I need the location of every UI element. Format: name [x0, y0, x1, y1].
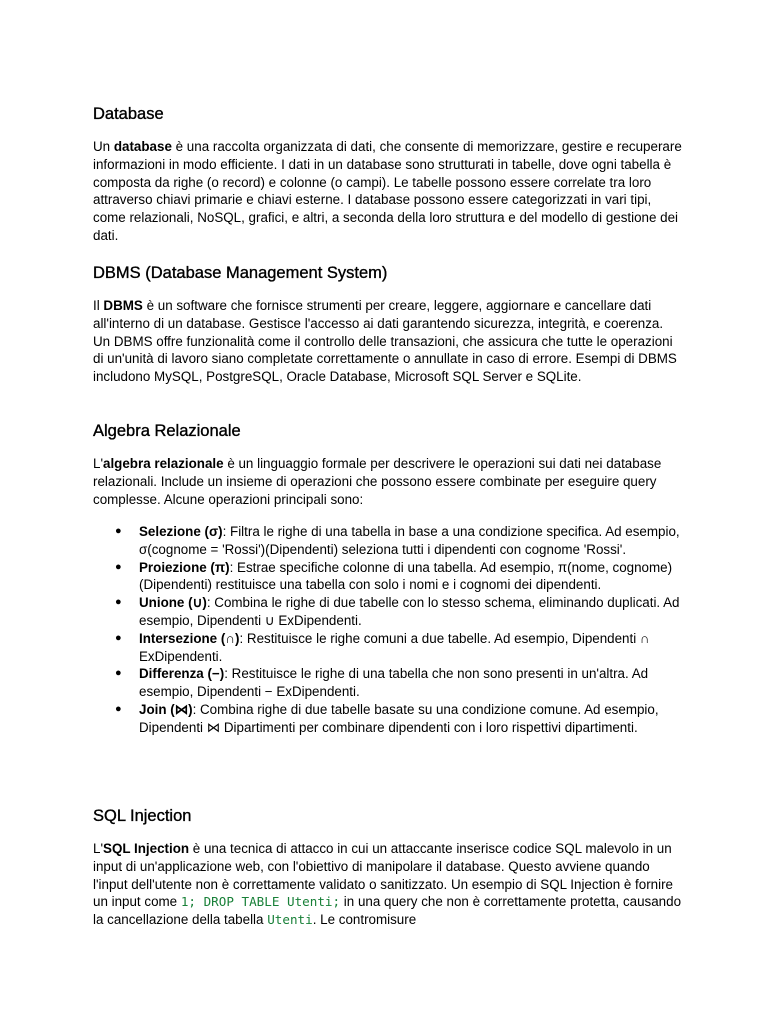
code-snippet: 1; DROP TABLE Utenti; — [180, 894, 341, 910]
paragraph-sql-injection: L'SQL Injection è una tecnica di attacco in cui un attaccante inserisce codice SQL malevolo in un input di un'applicazione web, con l'obiettivo di manipolare il database. Questo avviene quando l'input dell'utente non è correttamente validato o sanitizzato. Un esempio di SQL Injection è fornire un input come 1; DROP TABLE Utenti; in una query che non è correttamente protetta, causando la cancellazione della tabella Utenti. Le contromisure — [93, 841, 682, 928]
list-item: ● Unione (∪): Combina le righe di due tabelle con lo stesso schema, eliminando duplicati. Ad esempio, Dipendenti ∪ ExDipendenti. — [115, 595, 680, 628]
term-database: database — [113, 139, 172, 154]
operation-name: Intersezione (∩) — [139, 630, 240, 646]
bullet-icon: ● — [115, 667, 122, 680]
operation-name: Selezione (σ) — [139, 524, 223, 539]
bullet-icon: ● — [115, 525, 122, 537]
bullet-icon: ● — [115, 631, 122, 644]
bullet-icon: ● — [115, 702, 122, 715]
bullet-icon: ● — [115, 560, 122, 573]
list-item: ● Join (⋈): Combina righe di due tabelle basate su una condizione comune. Ad esempio, Dipendenti ⋈ Dipartimenti per combinare dipendenti con i loro rispettivi dipartimenti. — [115, 701, 659, 735]
heading-dbms: DBMS (Database Management System) — [93, 264, 388, 282]
operation-name: Join (⋈) — [139, 701, 193, 717]
list-item: ● Proiezione (π): Estrae specifiche colonne di una tabella. Ad esempio, π(nome, cognome)(Dipendenti) restituisce una tabella con solo i nomi e i cognomi dei dipendenti. — [115, 559, 673, 593]
heading-sql-injection: SQL Injection — [93, 807, 192, 825]
paragraph-algebra: L'algebra relazionale è un linguaggio formale per descrivere le operazioni sui dati nei database relazionali. Include un insieme di operazioni che possono essere combinate per eseguire query complesse. Alcune operazioni principali sono: — [93, 456, 662, 507]
operation-name: Proiezione (π) — [139, 559, 230, 575]
bullet-icon: ● — [115, 596, 122, 609]
paragraph-dbms: Il DBMS è un software che fornisce strumenti per creare, leggere, aggiornare e cancellare dati all'interno di un database. Gestisce l'accesso ai dati garantendo sicurezza, integrità, e coerenza. Un DBMS offre funzionalità come il controllo delle transazioni, che assicura che tutte le operazioni di un'unità di lavoro siano completate correttamente o annullate in caso di errore. Esempi di DBMS includono MySQL, PostgreSQL, Oracle Database, Microsoft SQL Server e SQLite. — [93, 298, 677, 385]
operation-name: Differenza (−) — [139, 666, 225, 682]
list-item: ● Selezione (σ): Filtra le righe di una tabella in base a una condizione specifica. Ad esempio, σ(cognome = 'Rossi')(Dipendenti) seleziona tutti i dipendenti con cognome 'Rossi'. — [115, 524, 680, 557]
list-item: ● Differenza (−): Restituisce le righe di una tabella che non sono presenti in un'altra. Ad esempio, Dipendenti − ExDipendenti. — [115, 666, 649, 700]
heading-algebra: Algebra Relazionale — [93, 422, 241, 440]
code-snippet: Utenti — [267, 912, 313, 928]
term-sql-injection: SQL Injection — [103, 841, 190, 856]
term-dbms: DBMS — [103, 298, 143, 313]
operations-list — [93, 523, 683, 737]
paragraph-database: Un database è una raccolta organizzata di dati, che consente di memorizzare, gestire e recuperare informazioni in modo efficiente. I dati in un database sono strutturati in tabelle, dove ogni tabella è composta da righe (o record) e colonne (o campi). Le tabelle possono essere correlate tra loro attraverso chiavi primarie e chiavi esterne. I database possono essere categorizzati in vari tipi, come relazionali, NoSQL, grafici, e altri, a seconda della loro struttura e del modello di gestione dei dati. — [93, 139, 682, 243]
list-item: ● Intersezione (∩): Restituisce le righe comuni a due tabelle. Ad esempio, Dipendenti ∩ ExDipendenti. — [115, 630, 650, 664]
heading-database: Database — [93, 105, 164, 123]
term-algebra: algebra relazionale — [103, 456, 224, 471]
operation-name: Unione (∪) — [139, 595, 207, 611]
